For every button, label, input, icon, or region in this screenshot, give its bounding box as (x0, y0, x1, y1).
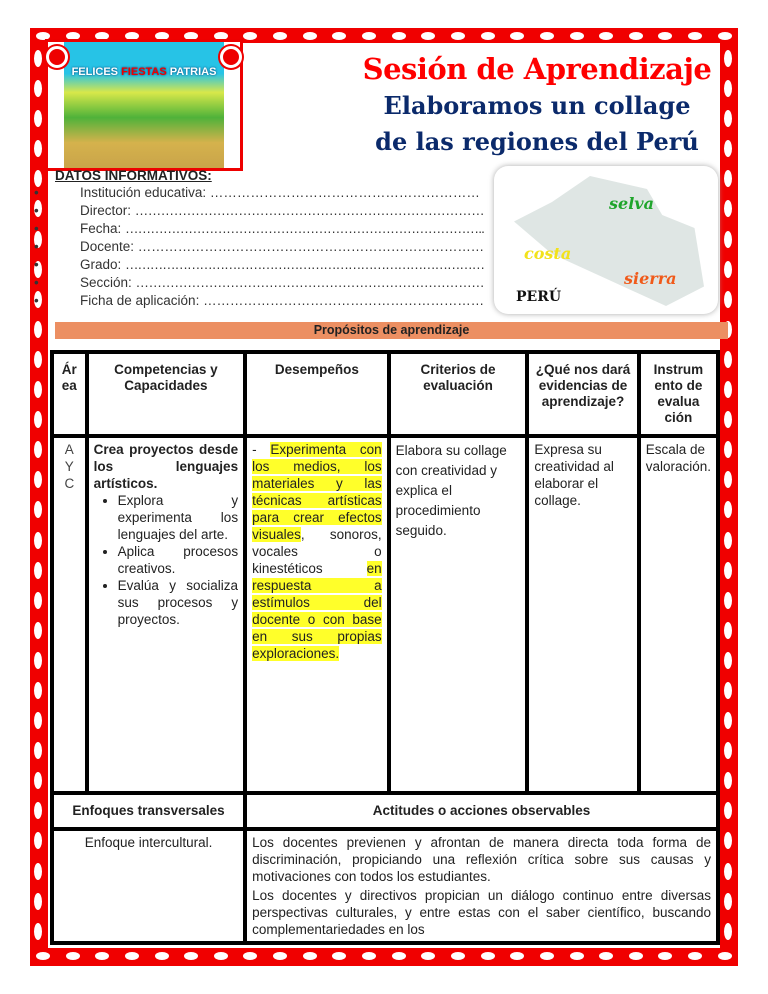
border-dot (362, 32, 376, 40)
table-row (53, 830, 717, 942)
table-header-row (53, 353, 717, 435)
enfoque-cell: Enfoque intercultural. (53, 830, 244, 942)
border-dot (303, 32, 317, 40)
peru-regions-map-image (494, 166, 718, 314)
map-label-selva: selva (609, 194, 654, 213)
border-dot (34, 592, 42, 609)
border-dot (95, 32, 109, 40)
border-dot (724, 200, 732, 217)
border-dot (724, 742, 732, 759)
border-dot (34, 772, 42, 789)
col-header: Criterios de evaluación (390, 353, 527, 435)
border-dot (658, 32, 672, 40)
border-dot (34, 652, 42, 669)
datos-item: • Ficha de aplicación: ……………………………………………………… (48, 292, 484, 310)
border-dot (332, 32, 346, 40)
border-dot (724, 772, 732, 789)
desempenos-cell: - Experimenta con los medios, los materiales y las técnicas artísticas para crear efectos visuales, sonoros, vocales o kinestéticos en respuesta a estímulos del docente o con base en sus propias exploraciones. (246, 437, 388, 792)
border-dot (481, 32, 495, 40)
border-dot (34, 140, 42, 157)
enfoques-header: Enfoques transversales (53, 794, 244, 828)
border-dot (421, 32, 435, 40)
border-dot (718, 32, 732, 40)
border-dot (34, 50, 42, 67)
area-cell: A Y C (53, 437, 86, 792)
border-dot (66, 32, 80, 40)
datos-item: • Institución educativa: …………………………………………………… (48, 184, 484, 202)
col-header: Ár ea (53, 353, 86, 435)
border-dot (392, 952, 406, 960)
criterios-cell: Elabora su collage con creatividad y explica el procedimiento seguido. (390, 437, 527, 792)
border-dot (724, 80, 732, 97)
competencias-cell (88, 437, 244, 792)
border-dot (724, 923, 732, 940)
datos-item: • Director: ……………………………………………………………………… (48, 202, 484, 220)
datos-item: • Grado: …………………………………………………………………………… (48, 256, 484, 274)
enfoques-header-row (53, 794, 717, 828)
border-dot (724, 682, 732, 699)
rosette-icon (46, 46, 68, 68)
border-dot (629, 952, 643, 960)
border-dot (362, 952, 376, 960)
session-title: Sesión de Aprendizaje (362, 52, 712, 86)
border-dot (34, 682, 42, 699)
border-dot (34, 832, 42, 849)
col-header: Desempeños (246, 353, 388, 435)
border-dot (34, 411, 42, 428)
border-dot (421, 952, 435, 960)
border-dot (688, 952, 702, 960)
session-subtitle: Elaboramos un collage de las regiones del Perú (375, 91, 699, 156)
fiestas-patrias-illustration (48, 42, 240, 168)
border-dot (243, 32, 257, 40)
border-dot (510, 952, 524, 960)
border-dot (718, 952, 732, 960)
capacidad-item: • Explora y experimenta los lenguajes del arte. (118, 492, 238, 543)
evidencias-cell: Expresa su creatividad al elaborar el collage. (528, 437, 637, 792)
datos-heading: DATOS INFORMATIVOS: (55, 168, 212, 183)
border-dot (34, 441, 42, 458)
border-dot (66, 952, 80, 960)
border-dot (34, 923, 42, 940)
border-dot (724, 471, 732, 488)
border-dots-right (724, 50, 734, 940)
border-dot (125, 32, 139, 40)
border-dot (540, 32, 554, 40)
border-dot (724, 441, 732, 458)
rosette-icon (220, 46, 242, 68)
border-dot (724, 652, 732, 669)
border-dot (34, 802, 42, 819)
border-dot (273, 32, 287, 40)
border-dot (34, 321, 42, 338)
border-dot (599, 32, 613, 40)
border-dot (570, 952, 584, 960)
border-dot (155, 32, 169, 40)
border-dot (658, 952, 672, 960)
instrumento-cell: Escala de valoración. (640, 437, 717, 792)
border-dot (724, 411, 732, 428)
border-dot (303, 952, 317, 960)
border-dot (273, 952, 287, 960)
border-dot (724, 592, 732, 609)
col-header: Instrum ento de evalua ción (640, 353, 717, 435)
border-dot (724, 291, 732, 308)
border-dots-bottom (36, 952, 732, 962)
border-dot (724, 501, 732, 518)
border-dot (724, 562, 732, 579)
capacidad-item: • Evalúa y socializa sus procesos y proyectos. (118, 577, 238, 628)
border-dot (724, 622, 732, 639)
border-dot (34, 471, 42, 488)
border-dot (451, 952, 465, 960)
actitudes-cell: Los docentes previenen y afrontan de manera directa toda forma de discriminación, propiciando una reflexión crítica sobre sus causas y motivaciones con todos los estudiantes. Los docentes y directivos propician un diálogo continuo entre diversas perspectivas culturales, y entre estas con el saber científico, buscando complementariedades en los (246, 830, 717, 942)
border-dot (34, 893, 42, 910)
border-dot (688, 32, 702, 40)
border-dot (214, 32, 228, 40)
border-dots-top (36, 32, 732, 42)
border-dot (36, 952, 50, 960)
border-dot (243, 952, 257, 960)
border-dot (184, 32, 198, 40)
actitudes-header: Actitudes o acciones observables (246, 794, 717, 828)
border-dot (34, 742, 42, 759)
banner-text: FELICES FIESTAS PATRIAS (71, 66, 217, 78)
map-label-costa: costa (524, 244, 572, 263)
col-header: Competencias y Capacidades (88, 353, 244, 435)
border-dot (214, 952, 228, 960)
border-dot (34, 501, 42, 518)
border-dot (724, 231, 732, 248)
border-dot (724, 381, 732, 398)
border-dot (34, 381, 42, 398)
border-dot (451, 32, 465, 40)
border-dot (724, 863, 732, 880)
map-label-sierra: sierra (624, 269, 677, 288)
section-title-bar: Propósitos de aprendizaje (55, 322, 728, 339)
competencia-text: Crea proyectos desde los lenguajes artísticos. (93, 442, 239, 491)
border-dot (724, 832, 732, 849)
border-dot (724, 50, 732, 67)
border-dot (724, 351, 732, 368)
border-dot (95, 952, 109, 960)
border-dot (570, 32, 584, 40)
border-dot (34, 80, 42, 97)
border-dot (724, 140, 732, 157)
border-dot (724, 170, 732, 187)
border-dot (125, 952, 139, 960)
border-dot (724, 712, 732, 729)
border-dot (34, 712, 42, 729)
border-dot (36, 32, 50, 40)
datos-item: • Docente: …………………………………………………………………… (48, 238, 484, 256)
datos-item: • Sección: ……………………………………………………………………… (48, 274, 484, 292)
border-dot (510, 32, 524, 40)
learning-purposes-table (50, 350, 720, 945)
border-dot (34, 562, 42, 579)
border-dot (724, 110, 732, 127)
border-dot (629, 32, 643, 40)
border-dot (599, 952, 613, 960)
table-row (53, 437, 717, 792)
border-dot (724, 532, 732, 549)
border-dot (724, 893, 732, 910)
border-dot (724, 261, 732, 278)
border-dot (155, 952, 169, 960)
border-dot (481, 952, 495, 960)
border-dot (34, 863, 42, 880)
border-dot (184, 952, 198, 960)
col-header: ¿Qué nos dará evidencias de aprendizaje? (528, 353, 637, 435)
border-dot (724, 802, 732, 819)
border-dot (34, 351, 42, 368)
border-dot (34, 622, 42, 639)
border-dot (34, 532, 42, 549)
border-dot (392, 32, 406, 40)
capacidad-item: • Aplica procesos creativos. (118, 543, 238, 577)
border-dot (332, 952, 346, 960)
datos-informativos (48, 168, 484, 310)
border-dot (540, 952, 554, 960)
datos-item: • Fecha: ………………………………………………………………………….. (48, 220, 484, 238)
border-dot (34, 110, 42, 127)
map-label-peru: PERÚ (516, 289, 562, 305)
